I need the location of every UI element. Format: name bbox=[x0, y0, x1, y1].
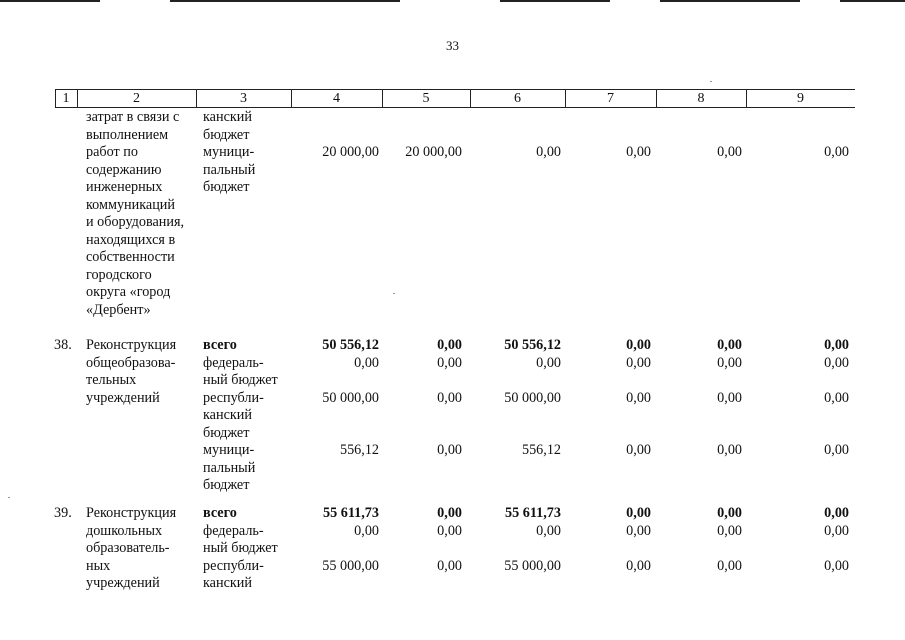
scan-top-edge bbox=[0, 0, 100, 2]
row38-federal-col4: 0,00 bbox=[354, 354, 379, 371]
row39-total-col4: 55 611,73 bbox=[323, 505, 379, 521]
cont-name-line: находящихся в bbox=[86, 231, 176, 248]
row38-municipal-col5: 0,00 bbox=[437, 442, 462, 458]
cont-value-col9: 0,00 bbox=[824, 144, 849, 160]
row39-name-line: ных bbox=[86, 557, 111, 574]
cont-name-line: инженерных bbox=[86, 179, 163, 195]
row-number: 39. bbox=[54, 505, 72, 521]
row38-total-col8: 0,00 bbox=[717, 337, 742, 353]
row39-federal-col8: 0,00 bbox=[717, 522, 742, 539]
row39-federal-label: ный бюджет bbox=[203, 540, 278, 556]
row38-federal-label: ный бюджет bbox=[203, 372, 278, 388]
column-header: 9 bbox=[797, 91, 804, 106]
scan-top-edge bbox=[660, 0, 800, 2]
row39-republic-col9: 0,00 bbox=[824, 557, 849, 574]
row38-federal-col5: 0,00 bbox=[437, 354, 462, 371]
row38-republic-label: республи- bbox=[203, 389, 264, 406]
row39-republic-col8: 0,00 bbox=[717, 557, 742, 574]
table-header-row bbox=[55, 89, 855, 108]
cont-name-line: «Дербент» bbox=[86, 301, 151, 318]
row38-republic-col4: 50 000,00 bbox=[322, 389, 379, 406]
row38-name-line: Реконструкция bbox=[86, 337, 177, 353]
cont-value-col8: 0,00 bbox=[717, 144, 742, 160]
row38-name-line: тельных bbox=[86, 372, 137, 388]
cont-value-col5: 20 000,00 bbox=[405, 144, 462, 160]
row39-total-label: всего bbox=[203, 505, 237, 521]
cont-name-line: городского bbox=[86, 266, 152, 283]
cont-name-line: собственности bbox=[86, 249, 175, 265]
table-header-bottom-border bbox=[55, 107, 855, 108]
row39-total-col8: 0,00 bbox=[717, 505, 742, 521]
cont-name-line: и оборудования, bbox=[86, 214, 185, 230]
scan-speck bbox=[8, 497, 10, 498]
row38-federal-col7: 0,00 bbox=[626, 354, 651, 371]
row38-name-line: общеобразова- bbox=[86, 354, 176, 371]
row38-federal-col8: 0,00 bbox=[717, 354, 742, 371]
row39-federal-col6: 0,00 bbox=[536, 522, 561, 539]
cont-fund-line: бюджет bbox=[203, 179, 250, 195]
row38-municipal-col9: 0,00 bbox=[824, 442, 849, 458]
row39-federal-label: федераль- bbox=[203, 522, 264, 539]
row38-republic-col8: 0,00 bbox=[717, 389, 742, 406]
row38-republic-col5: 0,00 bbox=[437, 389, 462, 406]
row39-total-col6: 55 611,73 bbox=[505, 505, 561, 521]
cont-value-col6: 0,00 bbox=[536, 144, 561, 160]
row39-federal-col9: 0,00 bbox=[824, 522, 849, 539]
row39-republic-label: республи- bbox=[203, 557, 264, 574]
cont-fund-line: муници- bbox=[203, 144, 255, 160]
scan-top-edge bbox=[840, 0, 905, 2]
row39-federal-col5: 0,00 bbox=[437, 522, 462, 539]
row38-total-col4: 50 556,12 bbox=[322, 337, 379, 353]
row38-federal-col6: 0,00 bbox=[536, 354, 561, 371]
page-number: 33 bbox=[446, 38, 459, 53]
row39-republic-col4: 55 000,00 bbox=[322, 557, 379, 574]
column-header: 4 bbox=[333, 91, 340, 106]
column-header: 7 bbox=[607, 91, 614, 106]
row38-total-col7: 0,00 bbox=[626, 337, 651, 353]
row38-federal-label: федераль- bbox=[203, 354, 264, 371]
row38-total-col6: 50 556,12 bbox=[504, 337, 561, 353]
row38-federal-col9: 0,00 bbox=[824, 354, 849, 371]
row39-name-line: образователь- bbox=[86, 540, 170, 556]
scan-speck bbox=[393, 293, 395, 294]
row39-republic-col7: 0,00 bbox=[626, 557, 651, 574]
row38-municipal-label: пальный bbox=[203, 459, 256, 476]
row39-name-line: Реконструкция bbox=[86, 505, 177, 521]
cont-name-line: выполнением bbox=[86, 126, 169, 143]
cont-fund-line: бюджет bbox=[203, 126, 250, 143]
row38-total-col5: 0,00 bbox=[437, 337, 462, 353]
scan-speck bbox=[710, 81, 712, 82]
row38-republic-col7: 0,00 bbox=[626, 389, 651, 406]
column-header: 8 bbox=[697, 91, 705, 106]
cont-value-col4: 20 000,00 bbox=[322, 144, 379, 160]
row-number: 38. bbox=[54, 337, 72, 353]
cont-name-line: работ по bbox=[86, 144, 138, 160]
row38-municipal-label: муници- bbox=[203, 442, 255, 458]
row39-name-line: учреждений bbox=[86, 575, 160, 591]
row38-municipal-col7: 0,00 bbox=[626, 442, 651, 458]
row38-republic-label: бюджет bbox=[203, 424, 250, 441]
row38-republic-col9: 0,00 bbox=[824, 389, 849, 406]
cont-fund-line: пальный bbox=[203, 161, 256, 178]
row39-total-col7: 0,00 bbox=[626, 505, 651, 521]
row39-republic-col5: 0,00 bbox=[437, 557, 462, 574]
row38-name-line: учреждений bbox=[86, 389, 160, 406]
row39-total-col5: 0,00 bbox=[437, 505, 462, 521]
column-header: 1 bbox=[62, 91, 70, 106]
row39-federal-col4: 0,00 bbox=[354, 522, 379, 539]
column-header: 6 bbox=[514, 91, 521, 106]
cont-name-line: затрат в связи с bbox=[86, 109, 180, 125]
row39-republic-label: канский bbox=[203, 575, 252, 591]
cont-name-line: коммуникаций bbox=[86, 196, 175, 213]
row39-republic-col6: 55 000,00 bbox=[504, 557, 561, 574]
row39-federal-col7: 0,00 bbox=[626, 522, 651, 539]
row38-total-col9: 0,00 bbox=[824, 337, 849, 353]
row39-name-line: дошкольных bbox=[86, 522, 163, 539]
row38-republic-label: канский bbox=[203, 407, 252, 423]
row38-municipal-label: бюджет bbox=[203, 477, 250, 493]
row39-total-col9: 0,00 bbox=[824, 505, 849, 521]
column-header: 2 bbox=[133, 91, 140, 106]
cont-name-line: содержанию bbox=[86, 161, 162, 178]
row38-municipal-col4: 556,12 bbox=[339, 442, 379, 458]
cont-fund-line: канский bbox=[203, 109, 252, 125]
row38-municipal-col6: 556,12 bbox=[521, 442, 561, 458]
scan-top-edge bbox=[500, 0, 610, 2]
cont-name-line: округа «город bbox=[86, 284, 171, 300]
column-header: 5 bbox=[422, 91, 430, 106]
column-header: 3 bbox=[240, 91, 247, 106]
scan-top-edge bbox=[170, 0, 400, 2]
cont-value-col7: 0,00 bbox=[626, 144, 651, 160]
row38-municipal-col8: 0,00 bbox=[717, 442, 742, 458]
row38-total-label: всего bbox=[203, 337, 237, 353]
row38-republic-col6: 50 000,00 bbox=[504, 389, 561, 406]
